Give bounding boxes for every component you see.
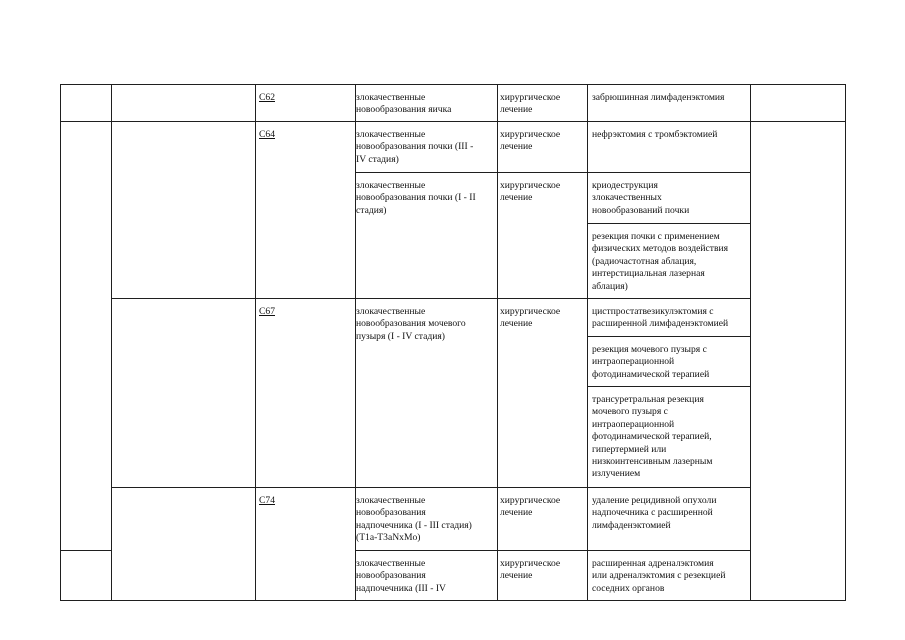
diagnosis-code: C67 xyxy=(259,306,275,317)
diagnosis-description: злокачественные новообразования почки (III - IV стадия) xyxy=(356,129,474,165)
table-rule-vertical xyxy=(60,84,61,601)
treatment-method: нефрэктомия с тромбэктомией xyxy=(592,129,718,140)
treatment-method: резекция почки с применением физических методов воздействия (радиочастотная аблация, интерстициальная лазерная аблация) xyxy=(592,231,729,292)
treatment-type: хирургическое лечение xyxy=(500,129,561,153)
table-rule-vertical xyxy=(255,84,256,601)
table-rule-horizontal xyxy=(355,172,751,173)
table-rule-horizontal xyxy=(587,386,751,387)
table-rule-horizontal xyxy=(60,84,846,85)
treatment-method: расширенная адреналэктомия или адреналэктомия с резекцией соседних органов xyxy=(592,558,726,594)
table-rule-horizontal xyxy=(111,298,751,299)
treatment-method: удаление рецидивной опухоли надпочечника с расширенной лимфаденэктомией xyxy=(592,495,717,531)
diagnosis-code: C74 xyxy=(259,495,275,506)
diagnosis-description: злокачественные новообразования почки (I - II стадия) xyxy=(356,180,476,216)
treatment-method: цистпростатвезикулэктомия с расширенной лимфаденэктомией xyxy=(592,306,729,330)
treatment-method: забрюшинная лимфаденэктомия xyxy=(592,92,725,103)
treatment-type: хирургическое лечение xyxy=(500,180,561,204)
table-rule-horizontal xyxy=(587,336,751,337)
diagnosis-description: злокачественные новообразования надпочечника (III - IV xyxy=(356,558,446,594)
treatment-type: хирургическое лечение xyxy=(500,306,561,330)
table-rule-horizontal xyxy=(111,487,751,488)
diagnosis-code: C62 xyxy=(259,92,275,103)
table-rule-vertical xyxy=(845,84,846,601)
table-rule-vertical xyxy=(111,84,112,601)
table-rule-horizontal xyxy=(60,550,112,551)
diagnosis-description: злокачественные новообразования мочевого пузыря (I - IV стадия) xyxy=(356,306,466,342)
diagnosis-description: злокачественные новообразования яичка xyxy=(356,92,452,116)
treatment-type: хирургическое лечение xyxy=(500,92,561,116)
table-rule-vertical xyxy=(750,84,751,601)
table-rule-horizontal xyxy=(587,223,751,224)
table-rule-vertical xyxy=(587,84,588,601)
diagnosis-code: C64 xyxy=(259,129,275,140)
table-rule-horizontal xyxy=(355,550,751,551)
treatment-method: резекция мочевого пузыря с интраоперационной фотодинамической терапией xyxy=(592,344,710,380)
treatment-type: хирургическое лечение xyxy=(500,495,561,519)
table-rule-horizontal xyxy=(60,121,846,122)
treatment-type: хирургическое лечение xyxy=(500,558,561,582)
diagnosis-description: злокачественные новообразования надпочечника (I - III стадия) (T1a-T3aNxMo) xyxy=(356,495,472,544)
treatment-method: трансуретральная резекция мочевого пузыря с интраоперационной фотодинамической терапией, гипертермией или низкоинтенсивным лазерным излучением xyxy=(592,394,713,480)
treatment-method: криодеструкция злокачественных новообразований почки xyxy=(592,180,690,216)
table-rule-vertical xyxy=(497,84,498,601)
table-rule-horizontal xyxy=(60,600,846,601)
